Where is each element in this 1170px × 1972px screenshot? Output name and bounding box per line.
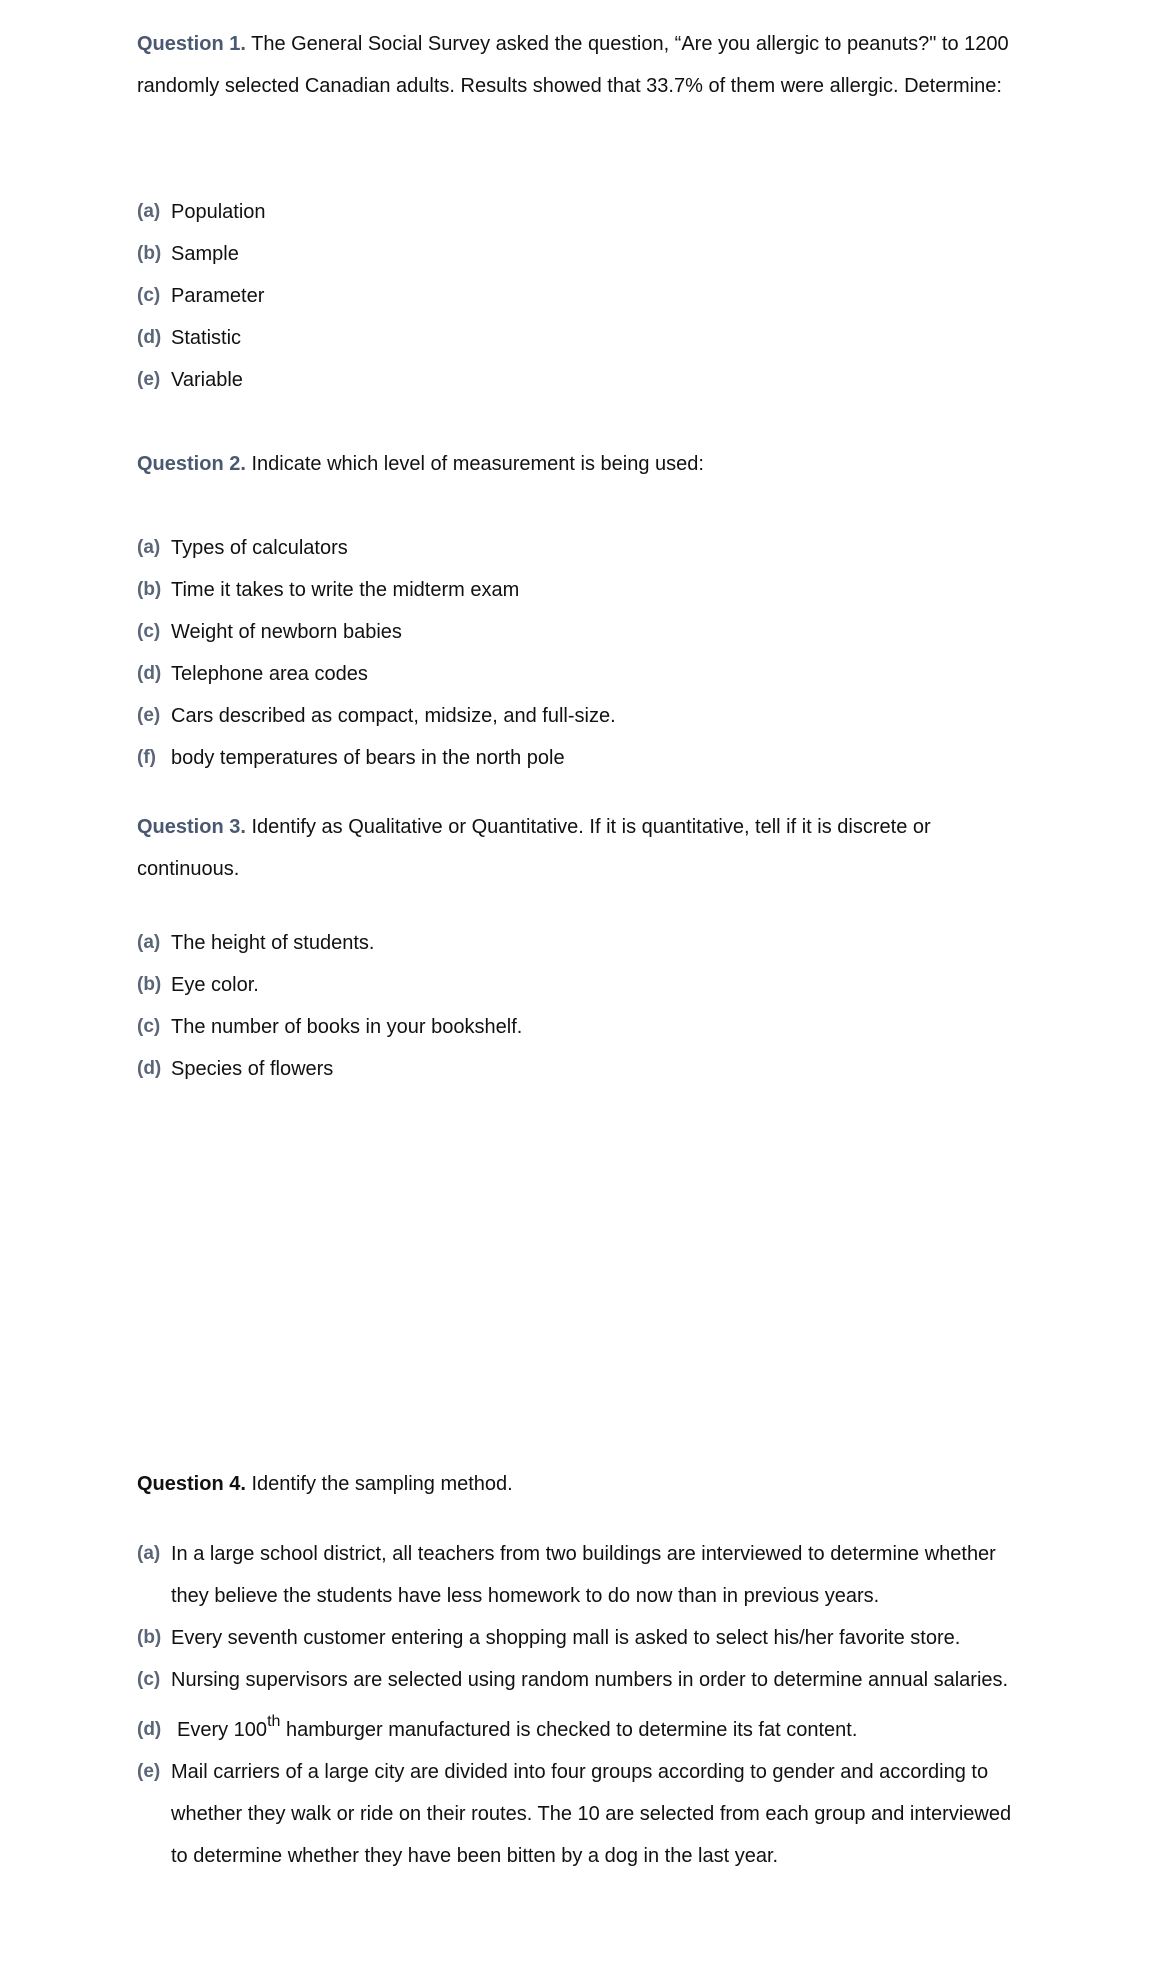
question-3-items [137, 922, 1017, 1090]
question-3-item-b [137, 964, 1017, 1006]
item-label: (b) [137, 1627, 162, 1648]
question-4-item-c [137, 1659, 1017, 1701]
question-2-items [137, 527, 1017, 779]
question-2-item-f [137, 737, 1017, 779]
question-4-items [137, 1533, 1017, 1877]
item-text: Sample [171, 243, 239, 265]
question-4-item-d [137, 1709, 1017, 1751]
question-3-text: Identify as Qualitative or Quantitative. If it is quantitative, tell if it is discrete or continuous. [137, 816, 931, 880]
item-text: Time it takes to write the midterm exam [171, 579, 520, 601]
question-1-item-a [137, 191, 1017, 233]
question-4-item-a [137, 1533, 1017, 1617]
item-label: (e) [137, 1761, 161, 1782]
question-4-item-e [137, 1751, 1017, 1877]
question-2-text: Indicate which level of measurement is being used: [251, 453, 704, 475]
item-text: Cars described as compact, midsize, and full-size. [171, 705, 616, 727]
question-1-text: The General Social Survey asked the question, “Are you allergic to peanuts?" to 1200 randomly selected Canadian adults. Results showed that 33.7% of them were allergic. Determine: [137, 33, 1009, 97]
item-text: Mail carriers of a large city are divided into four groups according to gender and according to whether they walk or ride on their routes. The 10 are selected from each group and interviewed to determine whether they have been bitten by a dog in the last year. [171, 1761, 1012, 1867]
question-1-label: Question 1. [137, 33, 246, 55]
question-2-label: Question 2. [137, 453, 246, 475]
item-text: Species of flowers [171, 1058, 334, 1080]
question-3-item-a [137, 922, 1017, 964]
question-2-item-e [137, 695, 1017, 737]
question-2-item-c [137, 611, 1017, 653]
item-text: Nursing supervisors are selected using random numbers in order to determine annual salaries. [171, 1669, 1009, 1691]
item-superscript: th [267, 1713, 281, 1730]
item-label: (e) [137, 369, 161, 390]
item-text: In a large school district, all teachers from two buildings are interviewed to determine whether they believe the students have less homework to do now than in previous years. [171, 1543, 996, 1607]
question-4-item-b [137, 1617, 1017, 1659]
question-3-label: Question 3. [137, 816, 246, 838]
item-text: Eye color. [171, 974, 259, 996]
item-label: (d) [137, 1058, 162, 1079]
item-label: (c) [137, 1669, 161, 1690]
question-3 [137, 806, 1017, 890]
item-text: Statistic [171, 327, 242, 349]
question-4-label: Question 4. [137, 1473, 246, 1495]
item-label: (c) [137, 621, 161, 642]
question-2-item-a [137, 527, 1017, 569]
item-text: Weight of newborn babies [171, 621, 402, 643]
question-3-item-d [137, 1048, 1017, 1090]
item-label: (a) [137, 1543, 161, 1564]
item-label: (a) [137, 201, 161, 222]
item-label: (f) [137, 747, 156, 768]
question-1-items [137, 191, 1017, 401]
item-label: (a) [137, 932, 161, 953]
item-label: (b) [137, 974, 162, 995]
item-label: (d) [137, 327, 162, 348]
item-text: The number of books in your bookshelf. [171, 1016, 523, 1038]
item-text: Population [171, 201, 266, 223]
question-2 [137, 443, 1017, 485]
item-text-before: Every 100 [177, 1719, 268, 1741]
item-text: Every seventh customer entering a shopping mall is asked to select his/her favorite store. [171, 1627, 961, 1649]
question-1-item-e [137, 359, 1017, 401]
question-1 [137, 23, 1017, 107]
item-text-after: hamburger manufactured is checked to determine its fat content. [280, 1719, 858, 1741]
item-text: The height of students. [171, 932, 375, 954]
item-label: (a) [137, 537, 161, 558]
question-2-item-b [137, 569, 1017, 611]
item-label: (b) [137, 579, 162, 600]
item-label: (d) [137, 663, 162, 684]
item-text: Types of calculators [171, 537, 348, 559]
question-4 [137, 1463, 1017, 1505]
question-3-item-c [137, 1006, 1017, 1048]
question-2-item-d [137, 653, 1017, 695]
item-label: (b) [137, 243, 162, 264]
question-4-text: Identify the sampling method. [251, 1473, 513, 1495]
item-label: (c) [137, 285, 161, 306]
item-label: (c) [137, 1016, 161, 1037]
item-text: Parameter [171, 285, 265, 307]
question-1-item-c [137, 275, 1017, 317]
question-1-item-d [137, 317, 1017, 359]
item-text: Variable [171, 369, 243, 391]
question-1-item-b [137, 233, 1017, 275]
item-text: Telephone area codes [171, 663, 368, 685]
item-text: body temperatures of bears in the north pole [171, 747, 565, 769]
item-label: (e) [137, 705, 161, 726]
item-label: (d) [137, 1719, 162, 1740]
